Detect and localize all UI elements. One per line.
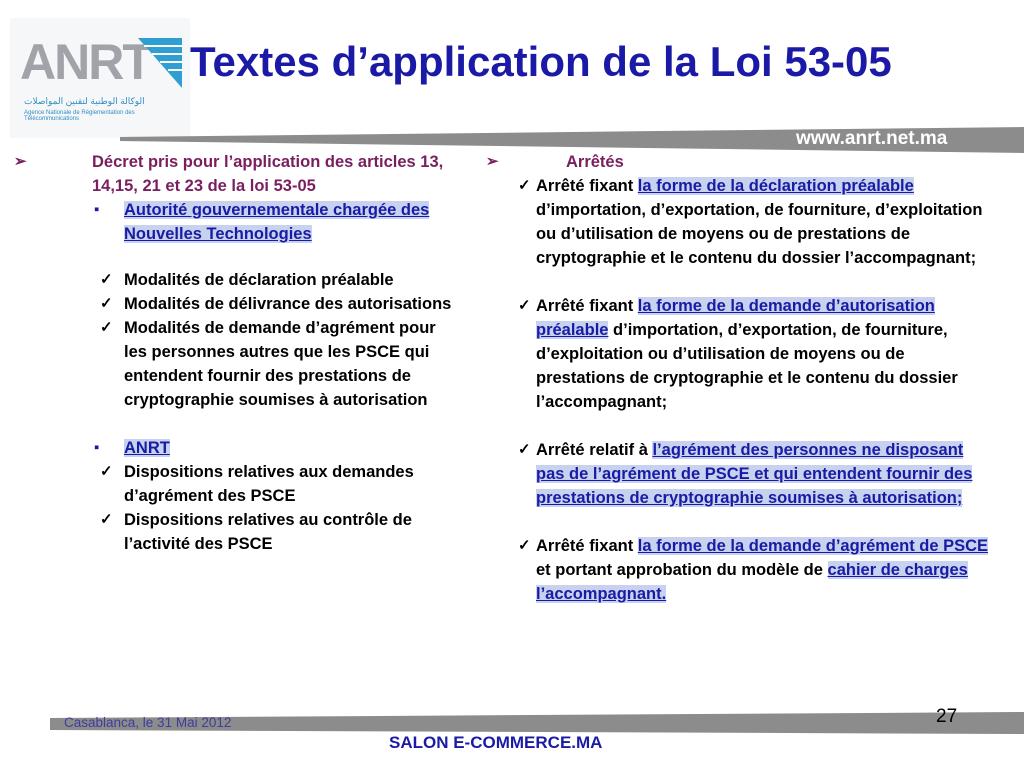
arretes-heading: ➢ Arrêtés [486,150,1006,174]
logo-arrow-icon [138,38,182,88]
check-icon: ✓ [100,319,113,336]
check-icon: ✓ [518,177,531,194]
website-url[interactable]: www.anrt.net.ma [796,128,948,149]
right-column [486,150,1006,606]
check-icon: ✓ [100,511,113,528]
check-icon: ✓ [518,537,531,554]
footer-date: Casablanca, le 31 Mai 2012 [64,715,232,730]
check-icon: ✓ [100,295,113,312]
check-icon: ✓ [100,463,113,480]
check-icon: ✓ [518,441,531,458]
arrete-item: ✓ Arrêté fixant la forme de la demande d’autorisation préalable d’importation, d’exportation, de fourniture, d’exploitation ou d’utilisation de moyens ou de prestations de cryptographie et le contenu du dossier l’accompagnant; [486,294,996,414]
page-number: 27 [936,706,958,727]
decree-heading: ➢ Décret pris pour l’application des articles 13, 14,15, 21 et 23 de la loi 53-05 [0,150,462,198]
logo-french-text: Agence Nationale de Réglementation des Télécommunications [24,110,135,122]
anrt-item: ▪ ANRT [0,436,460,460]
square-bullet-icon: ▪ [94,439,100,456]
arrete-item: ✓ Arrêté fixant la forme de la demande d’agrément de PSCE et portant approbation du modèle de cahier de charges l’accompagnant. [486,534,1000,606]
list-item: ✓ Modalités de déclaration préalable [0,268,460,292]
list-item: ✓ Modalités de délivrance des autorisations [0,292,460,316]
logo-mark [20,32,180,92]
logo-arabic-text: الوكالة الوطنية لتقنين المواصلات [24,96,145,106]
list-item: ✓ Modalités de demande d’agrément pour les personnes autres que les PSCE qui entendent fournir des prestations de cryptographie soumises à autorisation [0,316,460,412]
slide-title: Textes d’application de la Loi 53-05 [190,38,892,85]
arrete-item: ✓ Arrêté fixant la forme de la déclaration préalable d’importation, d’exportation, de fourniture, d’exploitation ou d’utilisation de moyens ou de prestations de cryptographie et le contenu du dossier l’accompagnant; [486,174,996,270]
check-icon: ✓ [518,297,531,314]
arrow-bullet-icon: ➢ [486,153,499,170]
square-bullet-icon: ▪ [94,201,100,218]
arrete-item: ✓ Arrêté relatif à l’agrément des personnes ne disposant pas de l’agrément de PSCE et qui entendent fournir des prestations de cryptographie soumises à autorisation; [486,438,996,510]
list-item: ✓ Dispositions relatives aux demandes d’agrément des PSCE [0,460,460,508]
left-column [0,150,470,556]
arrow-bullet-icon: ➢ [14,153,27,170]
list-item: ✓ Dispositions relatives au contrôle de l’activité des PSCE [0,508,460,556]
footer-event-name: SALON E-COMMERCE.MA [389,733,603,752]
logo-word: ANRT [20,34,151,90]
authority-item: ▪ Autorité gouvernementale chargée des Nouvelles Technologies [0,198,464,246]
check-icon: ✓ [100,271,113,288]
